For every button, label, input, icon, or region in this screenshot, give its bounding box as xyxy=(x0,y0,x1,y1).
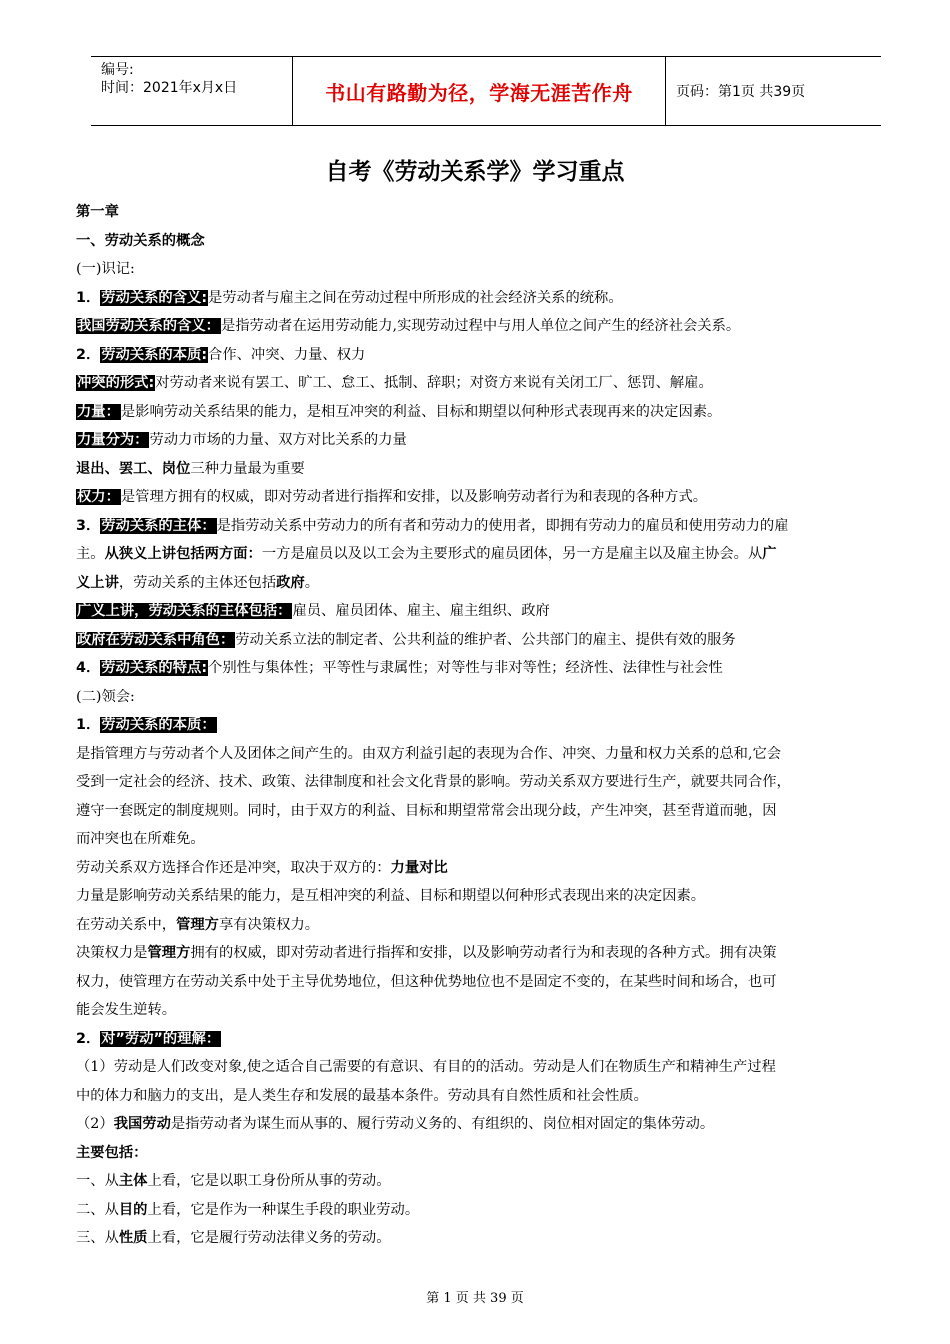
text-line: 1．劳动关系的本质： xyxy=(76,717,216,733)
subsection-heading: (一)识记: xyxy=(76,261,135,277)
highlight-term: 对”劳动”的理解： xyxy=(101,1030,221,1047)
text-line: 是指管理方与劳动者个人及团体之间产生的。由双方利益引起的表现为合作、冲突、力量和权力关系的总和,它会 xyxy=(76,745,782,762)
text-line: 二、从目的上看，它是作为一种谋生手段的职业劳动。 xyxy=(76,1201,420,1218)
highlight-term: 劳动关系的含义: xyxy=(101,289,208,306)
text-line: 2．劳动关系的本质:合作、冲突、力量、权力 xyxy=(76,346,366,363)
document-title: 自考《劳动关系学》学习重点 xyxy=(325,159,625,185)
text-line: 广义上讲，劳动关系的主体包括：雇员、雇员团体、雇主、雇主组织、政府 xyxy=(77,603,550,619)
page-info: 页码：第1页 共39页 xyxy=(676,84,806,100)
page-footer: 第 1 页 共 39 页 xyxy=(426,1291,524,1306)
text-line: 力量分为：劳动力市场的力量、双方对比关系的力量 xyxy=(77,432,407,448)
text-line: 劳动关系双方选择合作还是冲突，取决于双方的：力量对比 xyxy=(76,859,448,876)
highlight-term: 广义上讲，劳动关系的主体包括： xyxy=(77,603,292,619)
text-line: 我国劳动关系的含义：是指劳动者在运用劳动能力,实现劳动过程中与用人单位之间产生的经济社会关系。 xyxy=(77,318,741,334)
highlight-term: 劳动关系的特点: xyxy=(101,660,208,676)
header-motto-cell xyxy=(293,57,666,125)
text-line: 三、从性质上看，它是履行劳动法律义务的劳动。 xyxy=(76,1230,391,1246)
text-line: 政府在劳动关系中角色：劳动关系立法的制定者、公共利益的维护者、公共部门的雇主、提供有效的服务 xyxy=(77,631,736,648)
highlight-term: 权力： xyxy=(77,489,120,505)
text-line: 力量：是影响劳动关系结果的能力，是相互冲突的利益、目标和期望以何种形式表现再来的决定因素。 xyxy=(77,403,722,420)
highlight-term: 我国劳动关系的含义： xyxy=(77,318,220,334)
header-page-cell xyxy=(666,57,881,125)
highlight-term: 冲突的形式: xyxy=(77,375,155,391)
text-line: 受到一定社会的经济、技术、政策、法律制度和社会文化背景的影响。劳动关系双方要进行生产，就要共同合作， xyxy=(76,774,791,790)
header-meta-cell xyxy=(91,57,293,125)
highlight-term: 政府在劳动关系中角色： xyxy=(77,631,235,648)
section-heading: 一、劳动关系的概念 xyxy=(76,232,205,249)
document-body xyxy=(76,198,916,1253)
text-line: 3．劳动关系的主体：是指劳动关系中劳动力的所有者和劳动力的使用者，即拥有劳动力的雇员和使用劳动力的雇 xyxy=(76,517,789,534)
text-line: 2．对”劳动”的理解： xyxy=(76,1030,221,1047)
text-line: 遵守一套既定的制度规则。同时，由于双方的利益、目标和期望常常会出现分歧，产生冲突，甚至背道而驰，因 xyxy=(76,802,777,819)
text-line: 权力，使管理方在劳动关系中处于主导优势地位，但这种优势地位也不是固定不变的，在某些时间和场合，也可 xyxy=(76,973,777,990)
header-table xyxy=(91,56,881,126)
highlight-term: 劳动关系的主体： xyxy=(101,517,216,534)
highlight-term: 劳动关系的本质: xyxy=(101,346,208,363)
text-line: 权力：是管理方拥有的权威，即对劳动者进行指挥和安排，以及影响劳动者行为和表现的各种方式。 xyxy=(77,489,708,505)
text-line: 中的体力和脑力的支出，是人类生存和发展的最基本条件。劳动具有自然性质和社会性质。 xyxy=(76,1087,648,1104)
text-line: 冲突的形式:对劳动者来说有罢工、旷工、怠工、抵制、辞职；对资方来说有关闭工厂、惩罚、解雇。 xyxy=(77,375,713,391)
text-line: 决策权力是管理方拥有的权威，即对劳动者进行指挥和安排，以及影响劳动者行为和表现的各种方式。拥有决策 xyxy=(76,945,777,961)
highlight-term: 力量分为： xyxy=(77,432,149,448)
text-line: 1．劳动关系的含义:是劳动者与雇主之间在劳动过程中所形成的社会经济关系的统称。 xyxy=(76,289,623,306)
serial-label: 编号: xyxy=(101,62,134,78)
text-line: 一、从主体上看，它是以职工身份所从事的劳动。 xyxy=(76,1173,391,1189)
subsection-heading: (二)领会: xyxy=(76,688,135,705)
highlight-term: 劳动关系的本质： xyxy=(101,717,216,733)
text-line: 4．劳动关系的特点:个别性与集体性；平等性与隶属性；对等性与非对等性；经济性、法律性与社会性 xyxy=(76,660,723,676)
text-line: （2）我国劳动是指劳动者为谋生而从事的、履行劳动义务的、有组织的、岗位相对固定的集体劳动。 xyxy=(76,1116,715,1132)
motto: 书山有路勤为径，学海无涯苦作舟 xyxy=(325,80,633,105)
text-line: 力量是影响劳动关系结果的能力，是互相冲突的利益、目标和期望以何种形式表现出来的决定因素。 xyxy=(76,888,706,904)
chapter-heading: 第一章 xyxy=(76,204,119,220)
text-line: 退出、罢工、岗位三种力量最为重要 xyxy=(76,460,305,477)
text-line: 而冲突也在所难免。 xyxy=(76,831,205,847)
text-line: 主要包括： xyxy=(76,1144,148,1161)
text-line: 主。从狭义上讲包括两方面：一方是雇员以及以工会为主要形式的雇员团体，另一方是雇主以及雇主协会。从广 xyxy=(76,546,777,562)
highlight-term: 力量： xyxy=(77,403,120,420)
time-label: 时间：2021年x月x日 xyxy=(101,80,238,96)
text-line: 义上讲，劳动关系的主体还包括政府。 xyxy=(76,574,320,591)
text-line: （1）劳动是人们改变对象,使之适合自己需要的有意识、有目的的活动。劳动是人们在物质生产和精神生产过程 xyxy=(76,1059,776,1075)
text-line: 在劳动关系中，管理方享有决策权力。 xyxy=(76,916,320,933)
text-line: 能会发生逆转。 xyxy=(76,1002,177,1018)
